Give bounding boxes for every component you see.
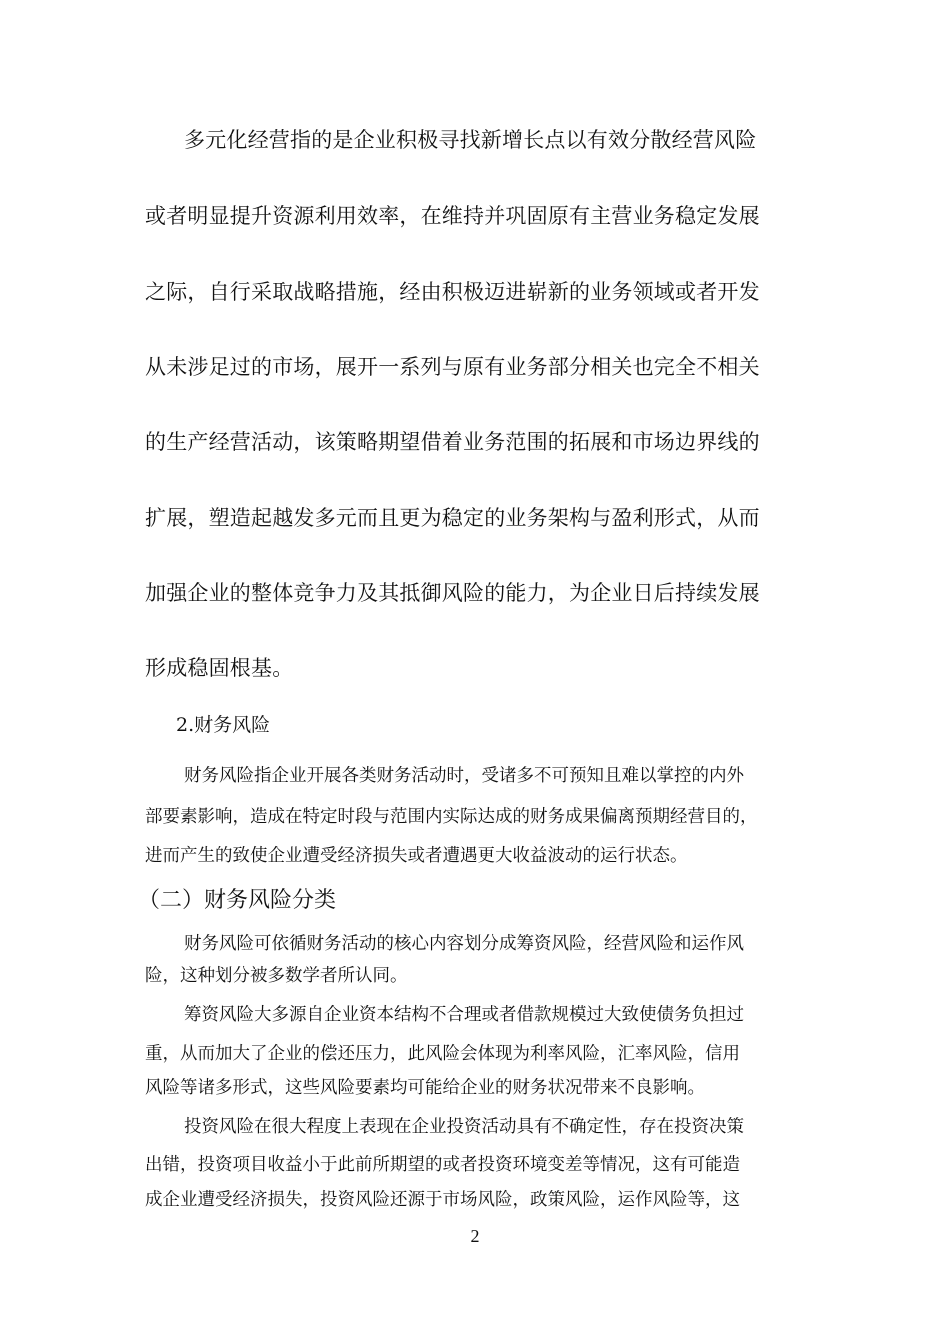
investment-line: 投资风险在很大程度上表现在企业投资活动具有不确定性，存在投资决策 (184, 1117, 744, 1137)
intro-line: 加强企业的整体竞争力及其抵御风险的能力，为企业日后持续发展 (145, 581, 760, 605)
section-heading: （二）财务风险分类 (138, 888, 337, 913)
financing-line: 重，从而加大了企业的偿还压力，此风险会体现为利率风险，汇率风险，信用 (145, 1044, 740, 1064)
financing-line: 风险等诸多形式，这些风险要素均可能给企业的财务状况带来不良影响。 (145, 1078, 705, 1098)
intro-line: 扩展，塑造起越发多元而且更为稳定的业务架构与盈利形式，从而 (145, 506, 760, 530)
investment-line: 成企业遭受经济损失，投资风险还源于市场风险，政策风险，运作风险等，这 (145, 1190, 740, 1210)
financial-risk-line: 财务风险指企业开展各类财务活动时，受诸多不可预知且难以掌控的内外 (184, 766, 744, 786)
investment-line: 出错，投资项目收益小于此前所期望的或者投资环境变差等情况，这有可能造 (145, 1155, 740, 1175)
financial-risk-line: 部要素影响，造成在特定时段与范围内实际达成的财务成果偏离预期经营目的， (145, 807, 758, 827)
financial-risk-line: 进而产生的致使企业遭受经济损失或者遭遇更大收益波动的运行状态。 (145, 846, 688, 866)
intro-line: 多元化经营指的是企业积极寻找新增长点以有效分散经营风险 (184, 128, 757, 152)
intro-line: 的生产经营活动，该策略期望借着业务范围的拓展和市场边界线的 (145, 430, 760, 454)
intro-line: 形成稳固根基。 (145, 656, 294, 680)
classification-line: 险，这种划分被多数学者所认同。 (145, 966, 408, 986)
subheading-financial-risk: 2.财务风险 (176, 714, 271, 736)
classification-line: 财务风险可依循财务活动的核心内容划分成筹资风险，经营风险和运作风 (184, 934, 744, 954)
intro-line: 或者明显提升资源利用效率，在维持并巩固原有主营业务稳定发展 (145, 204, 760, 228)
page-number: 2 (470, 1226, 480, 1246)
intro-line: 之际，自行采取战略措施，经由积极迈进崭新的业务领域或者开发 (145, 280, 760, 304)
financing-line: 筹资风险大多源自企业资本结构不合理或者借款规模过大致使债务负担过 (184, 1005, 744, 1025)
intro-line: 从未涉足过的市场，展开一系列与原有业务部分相关也完全不相关 (145, 355, 760, 379)
